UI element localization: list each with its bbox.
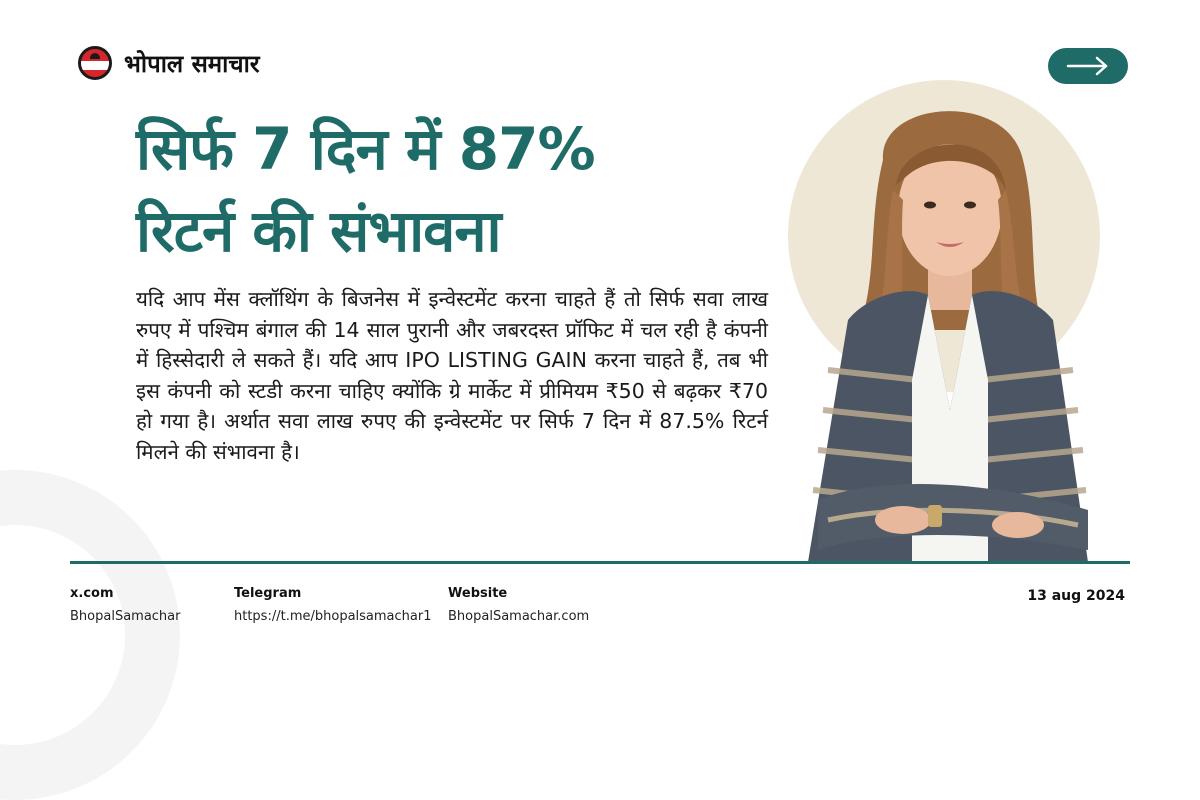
brand[interactable] (78, 46, 260, 80)
footer-telegram-link[interactable]: https://t.me/bhopalsamachar1 (234, 609, 432, 624)
next-button[interactable] (1048, 48, 1128, 84)
brand-name: भोपाल समाचार (124, 49, 260, 78)
newspaper-logo-icon (78, 46, 112, 80)
footer-website[interactable] (448, 586, 589, 624)
headline-line-1: सिर्फ 7 दिन में 87% (136, 115, 595, 183)
arrow-right-icon (1066, 56, 1110, 76)
footer-website-link[interactable]: BhopalSamachar.com (448, 609, 590, 624)
footer-x[interactable] (70, 586, 181, 624)
publish-date: 13 aug 2024 (1027, 588, 1125, 604)
footer-divider (70, 561, 1130, 564)
footer-x-value[interactable]: BhopalSamachar (70, 609, 181, 624)
footer-website-label: Website (448, 586, 508, 601)
footer-telegram-label: Telegram (234, 586, 302, 601)
footer-telegram[interactable] (234, 586, 431, 624)
decorative-ring (0, 470, 180, 800)
model-photo (788, 80, 1118, 562)
headline (136, 108, 776, 272)
woman-illustration (788, 80, 1118, 562)
headline-line-2: रिटर्न की संभावना (136, 197, 501, 265)
article-body: यदि आप मेंस क्लॉथिंग के बिजनेस में इन्वेस्टमेंट करना चाहते हैं तो सिर्फ सवा लाख रुपए में पश्चिम बंगाल की 14 साल पुरानी और जबरदस्त प्रॉफिट में चल रही है कंपनी में हिस्सेदारी ले सकते हैं। यदि आप IPO LISTING GAIN करना चाहते हैं, तब भी इस कंपनी को स्टडी करना चाहिए क्योंकि ग्रे मार्केट में प्रीमियम ₹50 से बढ़कर ₹70 हो गया है। अर्थात सवा लाख रुपए की इन्वेस्टमेंट पर सिर्फ 7 दिन में 87.5% रिटर्न मिलने की संभावना है। (136, 287, 768, 464)
footer-x-label: x.com (70, 586, 114, 601)
